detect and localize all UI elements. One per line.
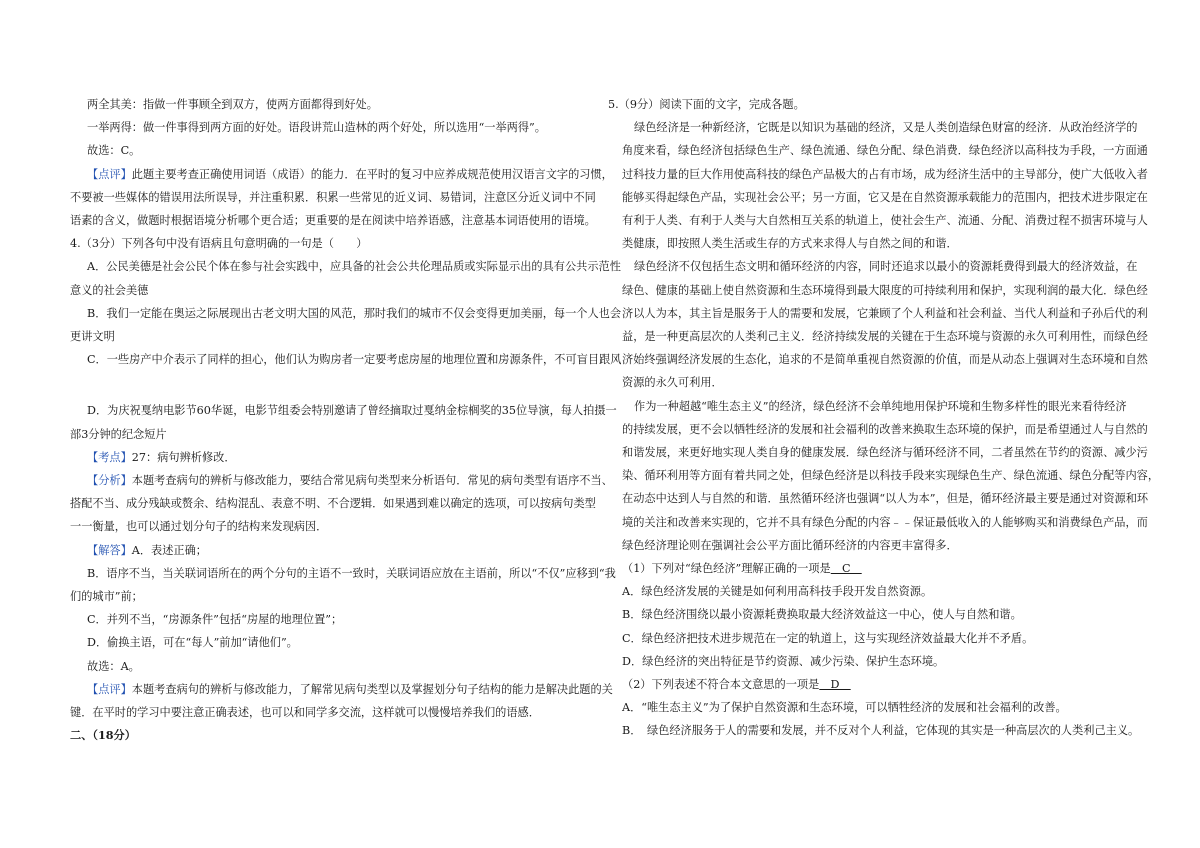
option-d: D．绿色经济的突出特征是节约资源、减少污染、保护生态环境。	[622, 654, 945, 668]
passage-line: 济始终强调经济发展的生态化，追求的不是简单重视自然资源的价值，而是从动态上强调对生态环境和自然	[622, 353, 1148, 367]
comment-tag: 【点评】	[87, 167, 132, 181]
text-line: 一一衡量，也可以通过划分句子的结构来发现病因．	[70, 520, 328, 534]
passage-line: 类健康，即按照人类生活或生存的方式来求得人与自然之间的和谐．	[622, 237, 958, 251]
fenxi-tag: 【分析】	[87, 474, 132, 488]
option-d: D．为庆祝戛纳电影节60华诞，电影节组委会特别邀请了曾经摘取过戛纳金棕榈奖的35位导演，每人拍摄一	[87, 404, 617, 418]
option-c: C．绿色经济把技术进步规范在一定的轨道上，这与实现经济效益最大化并不矛盾。	[622, 631, 1034, 645]
option-b: B．我们一定能在奥运之际展现出古老文明大国的风范，那时我们的城市不仅会变得更加美丽，每一个人也会	[87, 306, 622, 320]
passage-line: 济以人为本，其主旨是服务于人的需要和发展，它兼顾了个人利益和社会利益、当代人利益和子孙后代的利	[622, 306, 1148, 320]
option-b-cont: 更讲文明	[70, 330, 115, 344]
text-line: 一举两得：做一件事得到两方面的好处。语段讲荒山造林的两个好处，所以选用“一举两得”。	[87, 121, 546, 135]
passage-line: 绿色经济理论则在强调社会公平方面比循环经济的内容更丰富得多．	[622, 538, 958, 552]
answer-b-cont: 们的城市”前；	[70, 590, 143, 604]
answer-c: C．并列不当，“房源条件”包括“房屋的地理位置”；	[87, 613, 343, 627]
sub-question-1	[608, 557, 1128, 580]
section-title: 二、（18分）	[70, 728, 136, 743]
question-5-title: 5.（9分）阅读下面的文字，完成各题。	[608, 98, 805, 111]
passage-line: 绿色经济是一种新经济，它既是以知识为基础的经济，又是人类创造绿色财富的经济．从政治经济学的	[634, 121, 1138, 135]
option-b: B．绿色经济围绕以最小资源耗费换取最大经济效益这一中心，使人与自然和谐。	[622, 608, 1022, 622]
fenxi-text: 本题考查病句的辨析与修改能力，要结合常见病句类型来分析语句．常见的病句类型有语序不当、	[131, 474, 613, 488]
passage-line: 过科技力量的巨大作用使高科技的绿色产品极大的占有市场，成为经济生活中的主导部分，使广大低收入者	[622, 167, 1148, 181]
option-b: B． 绿色经济服务于人的需要和发展，并不反对个人利益，它体现的其实是一种高层次的人类利己主义。	[622, 724, 1140, 738]
text-line: 不要被一些媒体的错误用法所误导，并注重积累．积累一些常见的近义词、易错词，注意区分近义词中不同	[70, 190, 596, 204]
jieda-tag: 【解答】	[87, 543, 132, 557]
kaodian-text: 27：病句辨析修改．	[131, 450, 236, 464]
sub-question-2	[608, 673, 1128, 696]
comment-text: 本题考查病句的辨析与修改能力，了解常见病句类型以及掌握划分句子结构的能力是解决此题的关	[131, 682, 613, 696]
answer-blank: C	[830, 562, 862, 576]
passage-line: 在动态中达到人与自然的和谐．虽然循环经济也强调“以人为本”，但是，循环经济最主要是通过对资源和环	[622, 492, 1149, 506]
text-line: 两全其美：指做一件事顾全到双方，使两方面都得到好处。	[87, 98, 378, 111]
text-line: 搭配不当、成分残缺或赘余、结构混乱、表意不明、不合逻辑．如果遇到难以确定的选项，可以按病句类型	[70, 497, 596, 511]
passage-line: 资源的永久可利用．	[622, 376, 723, 390]
answer-b: B．语序不当，当关联词语所在的两个分句的主语不一致时，关联词语应放在主语前，所以“不仅”应移到“我	[87, 566, 616, 580]
passage-line: 的持续发展，更不会以牺牲经济的发展和社会福利的改善来换取生态环境的保护，而是希望通过人与自然的	[622, 422, 1148, 436]
text-line: 语素的含义，做题时根据语境分析哪个更合适；更重要的是在阅读中培养语感，注意基本词语使用的语境。	[70, 214, 596, 228]
fenxi	[70, 469, 613, 492]
answer-blank: D	[819, 678, 851, 692]
passage-line: 和谐发展，来更好地实现人类自身的健康发展．绿色经济与循环经济不同，二者虽然在节约的资源、减少污	[622, 446, 1148, 460]
text-line: 故选：C。	[87, 144, 141, 158]
option-c: C．一些房产中介表示了同样的担心，他们认为购房者一定要考虑房屋的地理位置和房源条件，不可盲目跟风	[87, 353, 622, 367]
passage-line: 能够买得起绿色产品，实现社会公平；另一方面，它又是在自然资源承载能力的范围内，把技术进步限定在	[622, 190, 1148, 204]
jieda-text: A．表述正确；	[131, 543, 207, 557]
passage-line: 染、循环利用等方面有着共同之处，但绿色经济是以科技手段来实现绿色生产、绿色流通、绿色分配等内容，	[622, 469, 1160, 483]
spacer	[70, 371, 600, 399]
passage-line: 有利于人类、有利于人类与大自然相互关系的轨道上，使社会生产、流通、分配、消费过程不损害环境与人	[622, 214, 1148, 228]
comment-text: 此题主要考查正确使用词语（成语）的能力．在平时的复习中应养成规范使用汉语言文字的习惯，	[131, 167, 613, 181]
passage-line: 境的关注和改善来实现的，它并不具有绿色分配的内容﹣﹣保证最低收入的人能够购买和消费绿色产品，而	[622, 515, 1148, 529]
text-line: 键．在平时的学习中要注意正确表述，也可以和同学多交流，这样就可以慢慢培养我们的语感．	[70, 706, 540, 720]
answer-d: D．偷换主语，可在“每人”前加“请他们”。	[87, 636, 298, 650]
left-column	[70, 93, 622, 747]
comment-2	[70, 678, 613, 701]
comment-tag: 【点评】	[87, 682, 132, 696]
right-column	[608, 93, 1160, 743]
kaodian-tag: 【考点】	[87, 450, 132, 464]
kaodian	[70, 446, 600, 469]
option-a-cont: 意义的社会美德	[70, 283, 149, 297]
option-a: A．“唯生态主义”为了保护自然资源和生态环境，可以牺牲经济的发展和社会福利的改善。	[622, 701, 1067, 715]
passage-line: 作为一种超越“唯生态主义”的经济，绿色经济不会单纯地用保护环境和生物多样性的眼光来看待经济	[634, 399, 1127, 413]
answer-choice: 故选：A。	[87, 659, 140, 673]
option-a: A．绿色经济发展的关键是如何利用高科技手段开发自然资源。	[622, 585, 933, 599]
jieda	[70, 539, 600, 562]
passage-line: 益，是一种更高层次的人类利己主义．经济持续发展的关键在于生态环境与资源的永久可利用性，而绿色经	[622, 330, 1148, 344]
sub-question-text: （2）下列表述不符合本文意思的一项是	[622, 678, 820, 692]
sub-question-text: （1）下列对“绿色经济”理解正确的一项是	[622, 562, 831, 576]
passage-line: 角度来看，绿色经济包括绿色生产、绿色流通、绿色分配、绿色消费．绿色经济以高科技为手段，一方面通	[622, 144, 1148, 158]
passage-line: 绿色、健康的基础上使自然资源和生态环境得到最大限度的可持续利用和保护，实现利润的最大化．绿色经	[622, 283, 1148, 297]
option-d-cont: 部3分钟的纪念短片	[70, 427, 167, 441]
option-a: A．公民美德是社会公民个体在参与社会实践中，应具备的社会公共伦理品质或实际显示出的具有公共示范性	[87, 260, 621, 274]
comment-1	[70, 163, 613, 186]
question-4-title: 4.（3分）下列各句中没有语病且句意明确的一句是（ ）	[70, 237, 368, 251]
passage-line: 绿色经济不仅包括生态文明和循环经济的内容，同时还追求以最小的资源耗费得到最大的经济效益，在	[634, 260, 1138, 274]
